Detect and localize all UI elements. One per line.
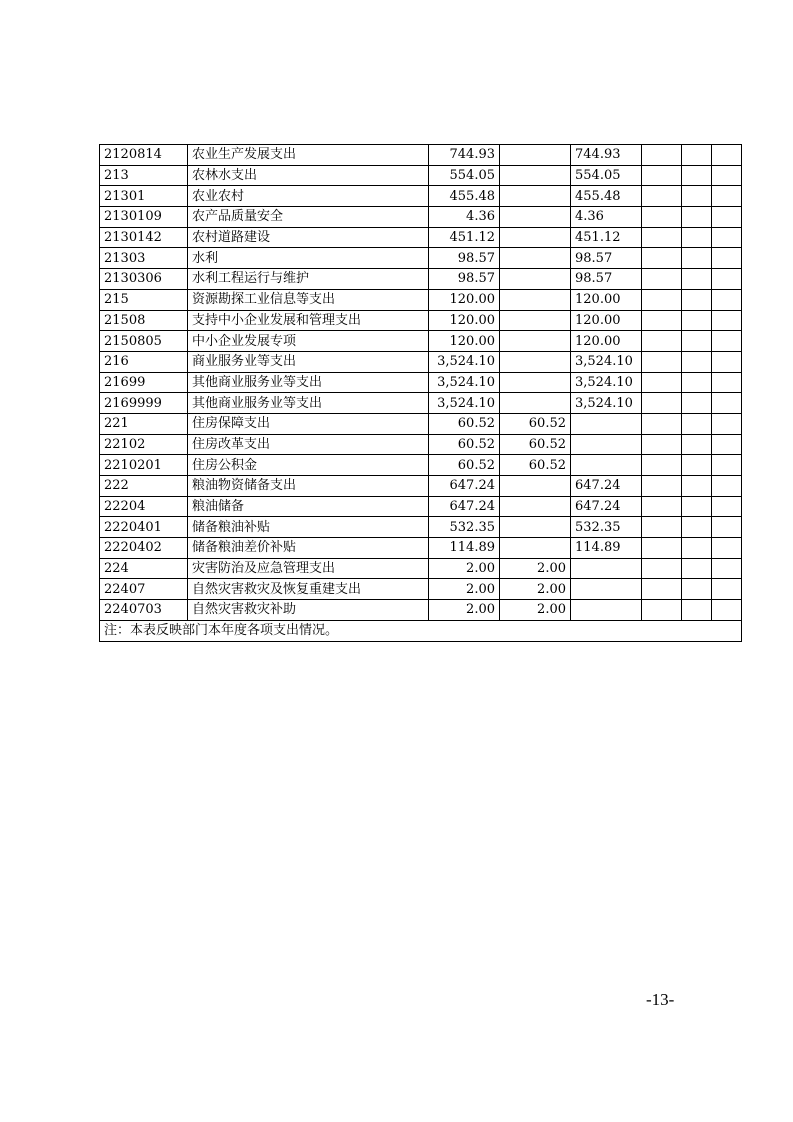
row-name: 其他商业服务业等支出 <box>188 393 429 414</box>
row-empty-cell <box>682 269 712 290</box>
row-empty-cell <box>682 165 712 186</box>
table-row <box>100 372 742 393</box>
row-project <box>571 579 642 600</box>
row-empty-cell <box>682 517 712 538</box>
row-project: 120.00 <box>571 289 642 310</box>
row-empty-cell <box>642 165 682 186</box>
row-basic: 60.52 <box>500 455 571 476</box>
row-code: 2220401 <box>100 517 188 538</box>
row-basic <box>500 289 571 310</box>
row-empty-cell <box>712 186 742 207</box>
row-empty-cell <box>682 393 712 414</box>
table-row <box>100 538 742 559</box>
row-empty-cell <box>642 579 682 600</box>
row-empty-cell <box>712 434 742 455</box>
table-body <box>100 145 742 642</box>
row-code: 215 <box>100 289 188 310</box>
row-name: 自然灾害救灾补助 <box>188 600 429 621</box>
row-empty-cell <box>712 476 742 497</box>
row-empty-cell <box>642 248 682 269</box>
row-empty-cell <box>712 579 742 600</box>
row-project: 98.57 <box>571 248 642 269</box>
table-row <box>100 476 742 497</box>
row-basic <box>500 517 571 538</box>
table-row <box>100 496 742 517</box>
table-row <box>100 269 742 290</box>
row-total: 98.57 <box>429 269 500 290</box>
row-basic <box>500 476 571 497</box>
row-code: 2130109 <box>100 207 188 228</box>
row-empty-cell <box>642 207 682 228</box>
row-empty-cell <box>682 455 712 476</box>
row-empty-cell <box>712 538 742 559</box>
row-name: 其他商业服务业等支出 <box>188 372 429 393</box>
row-empty-cell <box>642 413 682 434</box>
row-empty-cell <box>642 538 682 559</box>
row-empty-cell <box>712 331 742 352</box>
row-code: 21301 <box>100 186 188 207</box>
row-project: 4.36 <box>571 207 642 228</box>
table-row <box>100 207 742 228</box>
row-basic: 60.52 <box>500 413 571 434</box>
row-code: 2220402 <box>100 538 188 559</box>
row-name: 农村道路建设 <box>188 227 429 248</box>
row-name: 中小企业发展专项 <box>188 331 429 352</box>
row-project: 532.35 <box>571 517 642 538</box>
table-row <box>100 579 742 600</box>
row-empty-cell <box>642 434 682 455</box>
row-empty-cell <box>712 413 742 434</box>
table-row <box>100 310 742 331</box>
row-basic <box>500 269 571 290</box>
row-empty-cell <box>642 517 682 538</box>
row-empty-cell <box>682 600 712 621</box>
row-total: 120.00 <box>429 331 500 352</box>
row-name: 农业生产发展支出 <box>188 145 429 166</box>
row-basic <box>500 145 571 166</box>
row-total: 120.00 <box>429 310 500 331</box>
row-code: 22204 <box>100 496 188 517</box>
row-empty-cell <box>642 227 682 248</box>
row-project <box>571 455 642 476</box>
row-code: 21303 <box>100 248 188 269</box>
row-empty-cell <box>682 310 712 331</box>
row-basic <box>500 331 571 352</box>
row-empty-cell <box>682 579 712 600</box>
row-empty-cell <box>682 434 712 455</box>
row-code: 22102 <box>100 434 188 455</box>
row-empty-cell <box>682 331 712 352</box>
row-empty-cell <box>682 413 712 434</box>
row-project: 3,524.10 <box>571 351 642 372</box>
row-empty-cell <box>642 372 682 393</box>
row-empty-cell <box>642 600 682 621</box>
row-project: 647.24 <box>571 496 642 517</box>
row-empty-cell <box>682 289 712 310</box>
row-total: 3,524.10 <box>429 351 500 372</box>
row-project <box>571 558 642 579</box>
row-total: 3,524.10 <box>429 372 500 393</box>
row-empty-cell <box>712 372 742 393</box>
table-row <box>100 248 742 269</box>
row-empty-cell <box>642 351 682 372</box>
row-name: 储备粮油补贴 <box>188 517 429 538</box>
row-empty-cell <box>712 165 742 186</box>
row-basic <box>500 207 571 228</box>
note-row <box>100 620 742 641</box>
row-project <box>571 600 642 621</box>
row-total: 114.89 <box>429 538 500 559</box>
row-name: 自然灾害救灾及恢复重建支出 <box>188 579 429 600</box>
row-basic: 60.52 <box>500 434 571 455</box>
row-project: 3,524.10 <box>571 372 642 393</box>
row-project: 3,524.10 <box>571 393 642 414</box>
row-empty-cell <box>712 248 742 269</box>
row-basic <box>500 248 571 269</box>
table-row <box>100 165 742 186</box>
row-basic <box>500 165 571 186</box>
row-name: 水利 <box>188 248 429 269</box>
row-name: 水利工程运行与维护 <box>188 269 429 290</box>
table-row <box>100 434 742 455</box>
row-empty-cell <box>712 227 742 248</box>
row-project: 98.57 <box>571 269 642 290</box>
table-row <box>100 186 742 207</box>
row-code: 2169999 <box>100 393 188 414</box>
row-empty-cell <box>642 455 682 476</box>
row-basic <box>500 310 571 331</box>
row-empty-cell <box>712 455 742 476</box>
row-name: 储备粮油差价补贴 <box>188 538 429 559</box>
row-empty-cell <box>712 517 742 538</box>
row-project: 120.00 <box>571 310 642 331</box>
row-project: 744.93 <box>571 145 642 166</box>
row-empty-cell <box>682 145 712 166</box>
table-row <box>100 351 742 372</box>
row-total: 2.00 <box>429 558 500 579</box>
row-empty-cell <box>642 310 682 331</box>
row-code: 221 <box>100 413 188 434</box>
row-code: 2240703 <box>100 600 188 621</box>
row-total: 647.24 <box>429 496 500 517</box>
row-total: 60.52 <box>429 455 500 476</box>
row-code: 22407 <box>100 579 188 600</box>
row-basic <box>500 538 571 559</box>
row-empty-cell <box>712 207 742 228</box>
row-basic <box>500 372 571 393</box>
row-empty-cell <box>682 538 712 559</box>
row-total: 120.00 <box>429 289 500 310</box>
row-name: 商业服务业等支出 <box>188 351 429 372</box>
row-name: 住房公积金 <box>188 455 429 476</box>
row-empty-cell <box>682 476 712 497</box>
row-basic: 2.00 <box>500 558 571 579</box>
row-empty-cell <box>642 496 682 517</box>
row-empty-cell <box>642 393 682 414</box>
row-empty-cell <box>712 393 742 414</box>
row-total: 2.00 <box>429 579 500 600</box>
row-empty-cell <box>712 145 742 166</box>
row-code: 2150805 <box>100 331 188 352</box>
table-row <box>100 413 742 434</box>
table-row <box>100 393 742 414</box>
row-total: 2.00 <box>429 600 500 621</box>
row-empty-cell <box>642 145 682 166</box>
row-project: 455.48 <box>571 186 642 207</box>
row-name: 农业农村 <box>188 186 429 207</box>
table-row <box>100 517 742 538</box>
row-basic: 2.00 <box>500 579 571 600</box>
expense-table <box>99 144 742 642</box>
row-empty-cell <box>712 558 742 579</box>
row-empty-cell <box>682 558 712 579</box>
table-row <box>100 558 742 579</box>
row-code: 213 <box>100 165 188 186</box>
row-name: 住房改革支出 <box>188 434 429 455</box>
row-empty-cell <box>682 496 712 517</box>
row-empty-cell <box>642 186 682 207</box>
row-total: 3,524.10 <box>429 393 500 414</box>
row-name: 粮油储备 <box>188 496 429 517</box>
row-code: 21699 <box>100 372 188 393</box>
table-note: 注：本表反映部门本年度各项支出情况。 <box>100 620 742 641</box>
row-empty-cell <box>682 248 712 269</box>
row-total: 455.48 <box>429 186 500 207</box>
row-code: 224 <box>100 558 188 579</box>
row-empty-cell <box>642 331 682 352</box>
page-number: -13- <box>646 990 675 1009</box>
row-project: 647.24 <box>571 476 642 497</box>
row-empty-cell <box>682 227 712 248</box>
row-empty-cell <box>642 269 682 290</box>
row-total: 647.24 <box>429 476 500 497</box>
row-project: 554.05 <box>571 165 642 186</box>
table-row <box>100 289 742 310</box>
row-empty-cell <box>682 207 712 228</box>
row-basic: 2.00 <box>500 600 571 621</box>
row-basic <box>500 496 571 517</box>
row-empty-cell <box>642 558 682 579</box>
row-name: 住房保障支出 <box>188 413 429 434</box>
row-total: 744.93 <box>429 145 500 166</box>
row-total: 532.35 <box>429 517 500 538</box>
row-empty-cell <box>712 269 742 290</box>
table-row <box>100 331 742 352</box>
row-basic <box>500 351 571 372</box>
row-empty-cell <box>682 372 712 393</box>
row-total: 554.05 <box>429 165 500 186</box>
row-project: 114.89 <box>571 538 642 559</box>
row-project <box>571 434 642 455</box>
row-empty-cell <box>712 289 742 310</box>
row-code: 2120814 <box>100 145 188 166</box>
row-empty-cell <box>642 289 682 310</box>
table-row <box>100 600 742 621</box>
row-total: 98.57 <box>429 248 500 269</box>
row-code: 21508 <box>100 310 188 331</box>
row-project: 451.12 <box>571 227 642 248</box>
row-basic <box>500 227 571 248</box>
row-empty-cell <box>712 600 742 621</box>
row-empty-cell <box>712 351 742 372</box>
row-basic <box>500 186 571 207</box>
row-name: 灾害防治及应急管理支出 <box>188 558 429 579</box>
table-row <box>100 455 742 476</box>
row-name: 农产品质量安全 <box>188 207 429 228</box>
row-code: 2130306 <box>100 269 188 290</box>
row-name: 农林水支出 <box>188 165 429 186</box>
row-name: 粮油物资储备支出 <box>188 476 429 497</box>
row-project: 120.00 <box>571 331 642 352</box>
row-empty-cell <box>712 496 742 517</box>
table-row <box>100 145 742 166</box>
row-total: 60.52 <box>429 434 500 455</box>
row-empty-cell <box>682 186 712 207</box>
row-empty-cell <box>712 310 742 331</box>
row-total: 4.36 <box>429 207 500 228</box>
row-name: 资源勘探工业信息等支出 <box>188 289 429 310</box>
table-row <box>100 227 742 248</box>
row-code: 222 <box>100 476 188 497</box>
row-code: 216 <box>100 351 188 372</box>
row-basic <box>500 393 571 414</box>
row-name: 支持中小企业发展和管理支出 <box>188 310 429 331</box>
row-project <box>571 413 642 434</box>
row-total: 60.52 <box>429 413 500 434</box>
row-code: 2130142 <box>100 227 188 248</box>
row-code: 2210201 <box>100 455 188 476</box>
row-total: 451.12 <box>429 227 500 248</box>
row-empty-cell <box>682 351 712 372</box>
row-empty-cell <box>642 476 682 497</box>
